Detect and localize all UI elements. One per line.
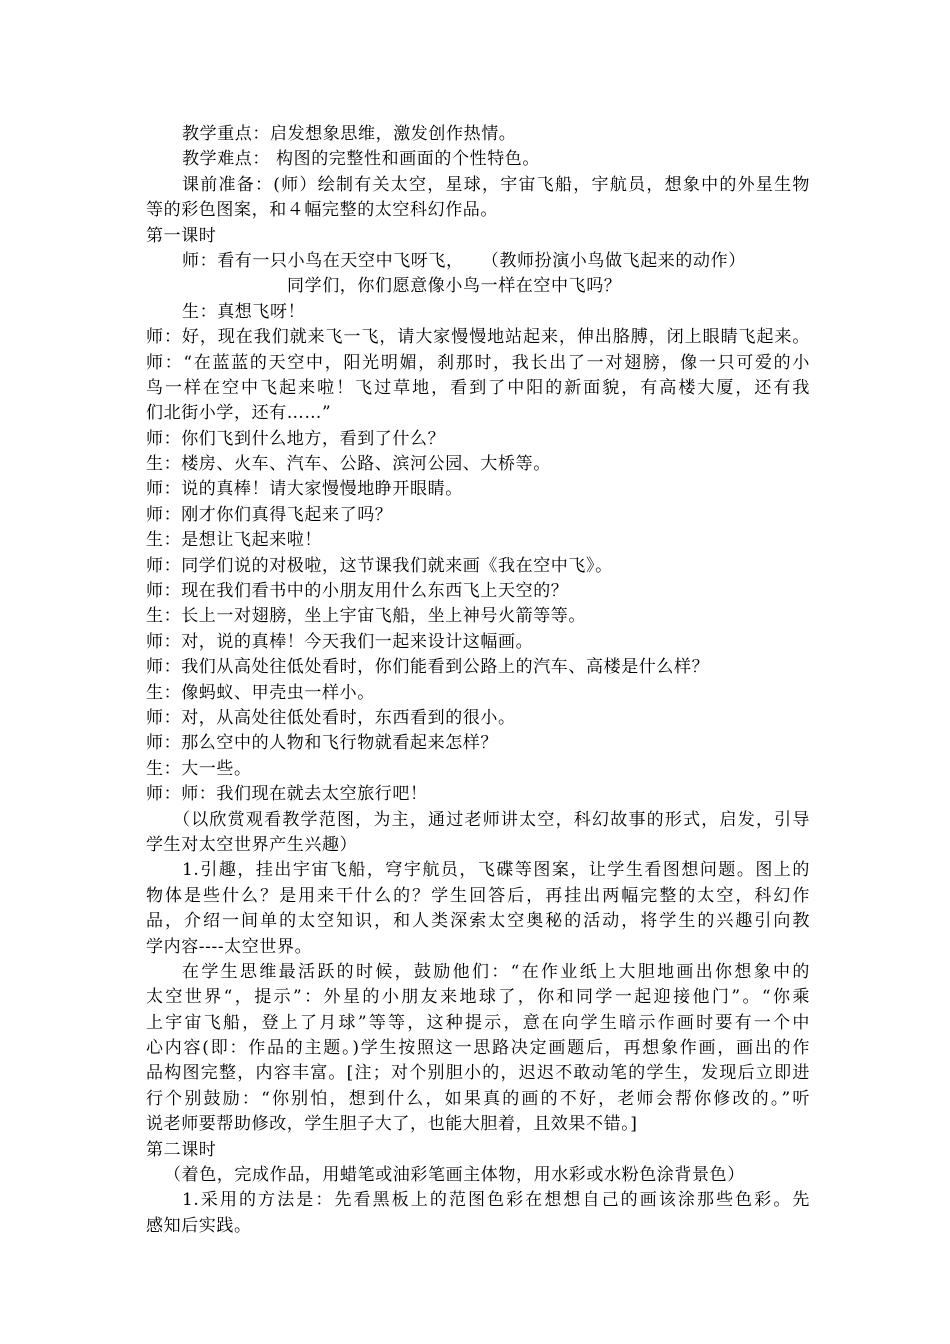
dialogue-line: 师：师：我们现在就去太空旅行吧！ (146, 784, 428, 805)
dialogue-line: 师：你们飞到什么地方，看到了什么？ (146, 428, 446, 449)
paragraph-line: 上宇宙飞船，登上了月球”等等，这种提示，意在向学生暗示作画时要有一个中 (146, 1012, 810, 1033)
paragraph-line: 学生对太空世界产生兴趣） (146, 834, 358, 855)
difficulty-line: 教学难点： 构图的完整性和画面的个性特色。 (182, 149, 541, 170)
document-body (146, 122, 810, 1239)
paragraph-line: 太空世界“，提示”：外星的小朋友来地球了，你和同学一起迎接他门”。“你乘 (146, 987, 810, 1008)
paragraph-line: 说老师要帮助修改，学生胆子大了，也能大胆着，且效果不错。] (146, 1114, 638, 1135)
preparation-line: 课前准备：(师）绘制有关太空，星球，宇宙飞船，宇航员，想象中的外星生物 (182, 174, 810, 195)
paragraph-line: 1.引趣，挂出宇宙飞船，穹宇航员，飞碟等图案，让学生看图想问题。图上的 (182, 860, 810, 881)
dialogue-line: 生：大一些。 (146, 758, 252, 779)
dialogue-line: 生：是想让飞起来啦！ (146, 530, 322, 551)
lesson-one-heading: 第一课时 (146, 225, 217, 246)
paragraph-line: 心内容(即：作品的主题。)学生按照这一思路决定画题后，再想象作画，画出的作 (146, 1038, 810, 1059)
dialogue-line: 师：看有一只小鸟在天空中飞呀飞， （教师扮演小鸟做飞起来的动作） (182, 250, 746, 271)
dialogue-line: 师：现在我们看书中的小朋友用什么东西飞上天空的？ (146, 581, 569, 602)
paragraph-line: （以欣赏观看教学范图，为主，通过老师讲太空，科幻故事的形式，启发，引导 (173, 809, 810, 830)
paragraph-line: 感知后实践。 (146, 1215, 252, 1236)
key-point-line: 教学重点：启发想象思维，激发创作热情。 (182, 124, 517, 144)
paragraph-line: 在学生思维最活跃的时候，鼓励他们：“在作业纸上大胆地画出你想象中的 (182, 961, 810, 982)
dialogue-line: 师：那么空中的人物和飞行物就看起来怎样？ (146, 733, 498, 754)
paragraph-line: 品，介绍一间单的太空知识，和人类深索太空奥秘的活动，将学生的兴趣引向教 (146, 911, 810, 932)
paragraph-line: （着色，完成作品，用蜡笔或油彩笔画主体物，用水彩或水粉色涂背景色） (164, 1165, 745, 1186)
dialogue-line: 生：真想飞呀！ (182, 301, 306, 322)
dialogue-line: 同学们，你们愿意像小鸟一样在空中飞吗？ (287, 276, 622, 297)
dialogue-line: 师：“在蓝蓝的天空中，阳光明媚，刹那时，我长出了一对翅膀，像一只可爱的小 (146, 352, 810, 373)
dialogue-line: 师：我们从高处往低处看时，你们能看到公路上的汽车、高楼是什么样？ (146, 657, 710, 678)
dialogue-line: 生：长上一对翅膀，坐上宇宙飞船，坐上神号火箭等等。 (146, 606, 586, 627)
dialogue-line: 师：对，从高处往低处看时，东西看到的很小。 (146, 707, 516, 728)
dialogue-line: 们北街小学，还有……” (146, 403, 332, 424)
dialogue-line: 生：像蚂蚁、甲壳虫一样小。 (146, 682, 375, 703)
dialogue-line: 鸟一样在空中飞起来啦！飞过草地，看到了中阳的新面貌，有高楼大厦，还有我 (146, 377, 810, 398)
dialogue-line: 师：对，说的真棒！今天我们一起来设计这幅画。 (146, 631, 534, 652)
dialogue-line: 生：楼房、火车、汽车、公路、滨河公园、大桥等。 (146, 454, 551, 475)
paragraph-line: 物体是些什么？是用来干什么的？学生回答后，再挂出两幅完整的太空，科幻作 (146, 885, 810, 906)
lesson-two-heading: 第二课时 (146, 1139, 217, 1160)
dialogue-line: 师：好，现在我们就来飞一飞，请大家慢慢地站起来，伸出胳膊，闭上眼睛飞起来。 (146, 327, 810, 348)
dialogue-line: 师：同学们说的对极啦，这节课我们就来画《我在空中飞》。 (146, 555, 613, 576)
paragraph-line: 行个别鼓励：“你别怕，想到什么，如果真的画的不好，老师会帮你修改的。”听 (146, 1088, 810, 1109)
paragraph-line: 学内容----太空世界。 (146, 936, 313, 957)
paragraph-line: 1.采用的方法是：先看黑板上的范图色彩在想想自己的画该涂那些色彩。先 (182, 1190, 810, 1211)
dialogue-line: 师：说的真棒！请大家慢慢地睁开眼睛。 (146, 479, 463, 500)
dialogue-line: 师：刚才你们真得飞起来了吗？ (146, 504, 393, 525)
preparation-line: 等的彩色图案，和４幅完整的太空科幻作品。 (146, 200, 498, 221)
paragraph-line: 品构图完整，内容丰富。[注；对个别胆小的，迟迟不敢动笔的学生，发现后立即进 (146, 1063, 810, 1084)
